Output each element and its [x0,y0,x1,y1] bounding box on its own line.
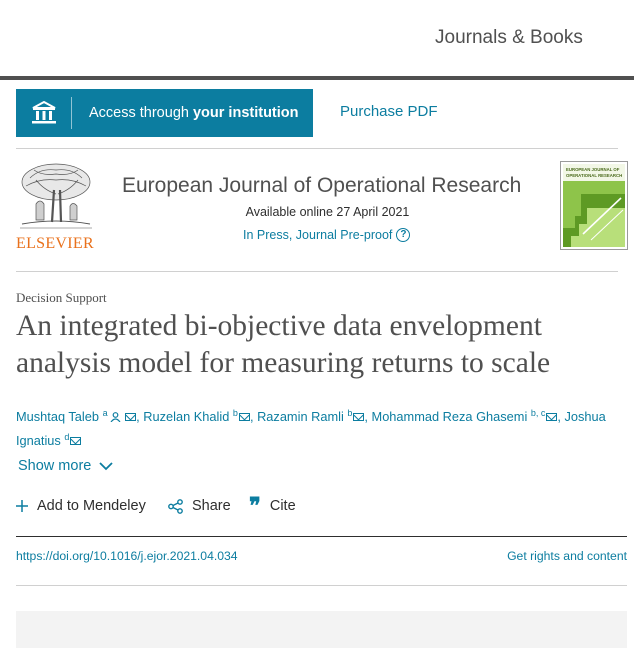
doi-link[interactable]: https://doi.org/10.1016/j.ejor.2021.04.034 [16,549,238,563]
article-section: Decision Support [16,290,107,305]
show-more-button[interactable] [18,458,113,474]
divider [16,271,618,272]
cover-title-line2: OPERATIONAL RESEARCH [566,173,623,178]
available-online: Available online 27 April 2021 [245,205,410,219]
email-icon[interactable] [546,413,557,421]
article-actions [16,493,296,518]
journal-cover-image[interactable] [560,161,628,250]
mendeley-label: Add to Mendeley [37,498,146,514]
author-link[interactable]: Ruzelan Khalid $^b$ [143,409,250,424]
quote-icon: ❞ [249,493,261,518]
author-link[interactable]: Mushtaq Taleb $^a$ [16,409,136,424]
share-label: Share [192,498,231,514]
author-link[interactable]: Joshua Ignatius $^d$ [16,409,606,448]
person-icon [110,412,121,422]
access-institution-button[interactable] [16,89,313,137]
in-press-label: In Press, Journal Pre-proof [243,228,393,242]
journals-books-link[interactable]: Journals & Books [435,27,583,48]
email-icon[interactable] [125,413,136,421]
add-to-mendeley-button[interactable] [16,498,168,514]
show-more-label: Show more [18,458,92,474]
chevron-down-icon [99,462,113,471]
help-icon[interactable]: ? [396,228,410,242]
share-icon [168,499,183,514]
share-button[interactable] [168,498,249,514]
header-divider [0,76,634,80]
email-icon[interactable] [353,413,364,421]
access-label: Access through your institution [89,105,299,121]
divider [16,585,627,586]
rights-link[interactable]: Get rights and content [507,549,627,563]
institution-icon [16,97,72,129]
cover-title-line1: EUROPEAN JOURNAL OF [566,167,620,172]
highlights-panel [16,611,627,648]
plus-icon [16,500,28,512]
top-header [0,0,634,78]
elsevier-wordmark: ELSEVIER [16,235,94,252]
author-link[interactable]: Razamin Ramli $^b$ [257,409,364,424]
purchase-pdf-link[interactable]: Purchase PDF [340,103,438,120]
in-press-status[interactable] [243,228,410,242]
author-list: Mushtaq Taleb $^a$ , Ruzelan Khalid $^b$ , Razamin Ramli $^b$ , Mohammad Reza Ghasemi $^{b, c}$ , Joshua Ignatius $^d$ [16,408,606,448]
email-icon[interactable] [70,437,81,445]
article-title: An integrated bi-objective data envelopment analysis model for measuring returns to scale [16,310,551,379]
divider [16,148,618,149]
cite-label: Cite [269,498,296,514]
email-icon[interactable] [239,413,250,421]
divider [16,536,627,537]
author-link[interactable]: Mohammad Reza Ghasemi $^{b, c}$ [372,409,558,424]
cite-button[interactable] [249,493,296,518]
journal-title-link[interactable]: European Journal of Operational Research [122,174,522,197]
